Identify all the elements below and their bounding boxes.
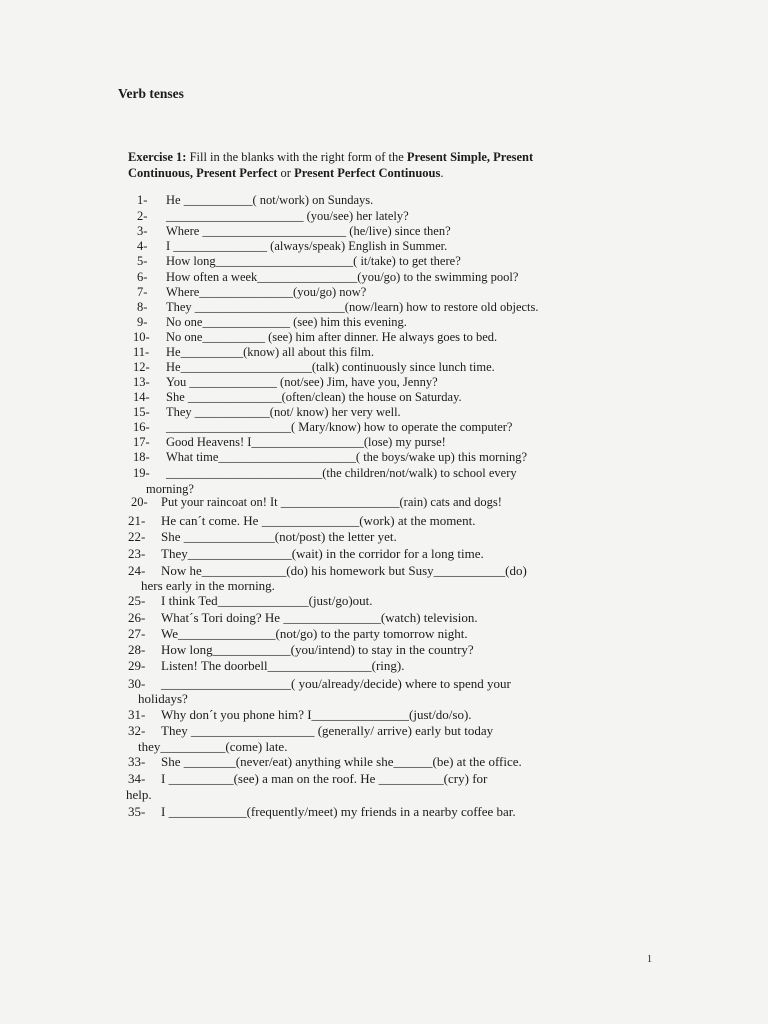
exercise-number: 33- xyxy=(128,754,146,769)
exercise-sentence: I ____________(frequently/meet) my friends in a nearby coffee bar. xyxy=(161,804,516,819)
exercise-sentence: She ______________(not/post) the letter yet. xyxy=(161,529,397,544)
exercise-sentence: You ______________ (not/see) Jim, have you, Jenny? xyxy=(166,375,438,389)
exercise-number: 11- xyxy=(133,345,150,359)
exercise-sentence: How often a week________________(you/go) to the swimming pool? xyxy=(166,270,519,284)
exercise-number: 21- xyxy=(128,513,146,528)
exercise-number: 3- xyxy=(137,224,148,238)
exercise-continuation: hers early in the morning. xyxy=(141,578,275,593)
exercise-continuation: morning? xyxy=(146,482,194,496)
exercise-sentence: ____________________( Mary/know) how to operate the computer? xyxy=(166,420,513,434)
exercise-number: 32- xyxy=(128,723,146,738)
exercise-number: 19- xyxy=(133,466,150,480)
exercise-number: 12- xyxy=(133,360,150,374)
exercise-sentence: What time______________________( the boys/wake up) this morning? xyxy=(166,450,528,464)
exercise-number: 25- xyxy=(128,593,146,608)
exercise-continuation: holidays? xyxy=(138,691,188,706)
exercise-sentence: Now he_____________(do) his homework but Susy___________(do) xyxy=(161,563,527,578)
exercise-sentence: He can´t come. He _______________(work) at the moment. xyxy=(161,513,476,528)
exercise-number: 24- xyxy=(128,563,146,578)
instruction-text-3: . xyxy=(440,166,444,180)
exercise-number: 26- xyxy=(128,610,146,625)
exercise-number: 17- xyxy=(133,435,150,449)
exercise-sentence: Where _______________________ (he/live) since then? xyxy=(166,224,451,238)
exercise-sentence: He ___________( not/work) on Sundays. xyxy=(166,193,374,207)
exercise-sentence: They ____________(not/ know) her very well. xyxy=(166,405,401,419)
exercise-sentence: Why don´t you phone him? I_______________(just/do/so). xyxy=(161,707,472,722)
instruction-tenses-1: Present Simple, Present Continuous, Present Perfect xyxy=(128,150,534,180)
exercise-number: 1- xyxy=(137,193,148,207)
exercise-number: 18- xyxy=(133,450,150,464)
exercise-number: 27- xyxy=(128,626,146,641)
exercise-continuation: they__________(come) late. xyxy=(138,739,288,754)
exercise-number: 29- xyxy=(128,658,146,673)
exercise-number: 10- xyxy=(133,330,150,344)
exercise-continuation: help. xyxy=(126,787,152,802)
exercise-sentence: How long____________(you/intend) to stay in the country? xyxy=(161,642,474,657)
instruction-tenses-2: Present Perfect Continuous xyxy=(294,166,441,180)
exercise-number: 4- xyxy=(137,239,148,253)
exercise-number: 23- xyxy=(128,546,146,561)
exercise-number: 22- xyxy=(128,529,146,544)
exercise-sentence: They________________(wait) in the corridor for a long time. xyxy=(161,546,484,561)
exercise-sentence: Put your raincoat on! It ___________________(rain) cats and dogs! xyxy=(161,495,502,509)
exercise-sentence: I _______________ (always/speak) English in Summer. xyxy=(166,239,448,253)
exercise-number: 30- xyxy=(128,676,146,691)
exercise-number: 13- xyxy=(133,375,150,389)
exercise-sentence: How long______________________( it/take) to get there? xyxy=(166,254,461,268)
exercise-sentence: Listen! The doorbell________________(ring). xyxy=(161,658,405,673)
exercise-number: 2- xyxy=(137,209,148,223)
exercise-sentence: ____________________( you/already/decide) where to spend your xyxy=(161,676,511,691)
page-title: Verb tenses xyxy=(118,86,184,101)
exercise-sentence: We_______________(not/go) to the party tomorrow night. xyxy=(161,626,468,641)
exercise-number: 34- xyxy=(128,771,146,786)
exercise-number: 31- xyxy=(128,707,146,722)
exercise-number: 7- xyxy=(137,285,148,299)
instruction-text-1: Fill in the blanks with the right form of the xyxy=(186,150,407,164)
exercise-number: 28- xyxy=(128,642,146,657)
exercise-sentence: I __________(see) a man on the roof. He __________(cry) for xyxy=(161,771,488,786)
exercise-number: 20- xyxy=(131,495,148,509)
exercise-sentence: He__________(know) all about this film. xyxy=(166,345,374,359)
exercise-sentence: She _______________(often/clean) the house on Saturday. xyxy=(166,390,462,404)
exercise-label: Exercise 1: xyxy=(128,150,187,164)
exercise-sentence: _________________________(the children/not/walk) to school every xyxy=(166,466,517,480)
exercise-sentence: Where_______________(you/go) now? xyxy=(166,285,367,299)
instruction-text-2: or xyxy=(277,166,295,180)
exercise-number: 5- xyxy=(137,254,148,268)
exercise-sentence: She ________(never/eat) anything while she______(be) at the office. xyxy=(161,754,522,769)
exercise-sentence: No one______________ (see) him this evening. xyxy=(166,315,407,329)
exercise-sentence: What´s Tori doing? He _______________(watch) television. xyxy=(161,610,478,625)
exercise-sentence: ______________________ (you/see) her lately? xyxy=(166,209,409,223)
exercise-number: 6- xyxy=(137,270,148,284)
exercise-sentence: They ________________________(now/learn) how to restore old objects. xyxy=(166,300,539,314)
exercise-sentence: Good Heavens! I__________________(lose) my purse! xyxy=(166,435,446,449)
exercise-sentence: He_____________________(talk) continuously since lunch time. xyxy=(166,360,495,374)
exercise-number: 35- xyxy=(128,804,146,819)
exercise-sentence: They ___________________ (generally/ arrive) early but today xyxy=(161,723,494,738)
exercise-number: 9- xyxy=(137,315,148,329)
exercise-instruction xyxy=(128,149,598,181)
exercise-number: 8- xyxy=(137,300,148,314)
exercise-number: 14- xyxy=(133,390,150,404)
exercise-number: 15- xyxy=(133,405,150,419)
page-number: 1 xyxy=(647,954,652,965)
exercise-sentence: I think Ted______________(just/go)out. xyxy=(161,593,373,608)
exercise-sentence: No one__________ (see) him after dinner. He always goes to bed. xyxy=(166,330,498,344)
exercise-number: 16- xyxy=(133,420,150,434)
